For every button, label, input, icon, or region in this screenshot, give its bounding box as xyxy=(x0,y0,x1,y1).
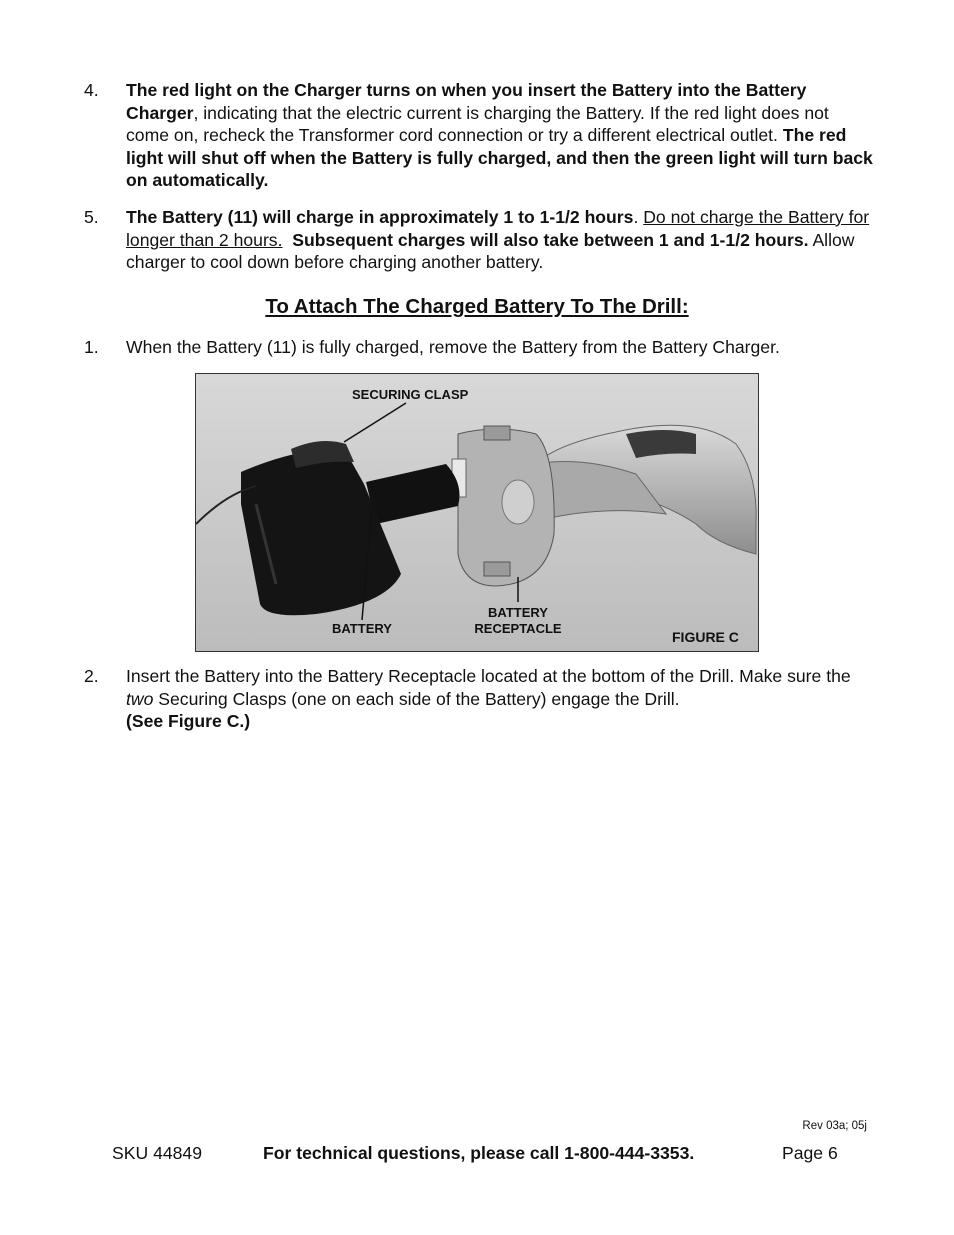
step-italic: two xyxy=(126,688,154,709)
step-separator: . xyxy=(633,207,644,227)
step-bold-tail: The red light will shut off when the Battery is fully charged, and then the green light will turn back on automatically. xyxy=(126,125,873,191)
step-text xyxy=(126,665,874,733)
step-body-a: Insert the Battery into the Battery Receptacle located at the bottom of the Drill. Make sure the xyxy=(126,666,851,686)
footer-page-number: Page 6 xyxy=(782,1143,838,1163)
step-bold-lead: The Battery (11) will charge in approximately 1 to 1-1/2 hours xyxy=(126,207,634,227)
step-number: 5. xyxy=(84,207,99,227)
label-receptacle-line1: BATTERY xyxy=(488,605,548,620)
attach-step-1 xyxy=(84,336,874,359)
step-body: , indicating that the electric current is charging the Battery. If the red light does not come on, recheck the Transformer cord connection or try a different electrical outlet. xyxy=(126,102,829,146)
label-securing-clasp: SECURING CLASP xyxy=(352,387,469,402)
label-battery-receptacle xyxy=(466,605,570,637)
figure-caption: FIGURE C xyxy=(672,629,739,645)
revision-code: Rev 03a; 05j xyxy=(802,1120,867,1132)
step-bold-lead: The red light on the Charger turns on when you insert the Battery into the Battery Charger xyxy=(126,80,807,123)
step-text xyxy=(126,206,874,274)
step-number: 1. xyxy=(84,337,99,357)
footer-tech-line: For technical questions, please call 1-800-444-3353. xyxy=(263,1143,695,1163)
step-5 xyxy=(84,206,874,274)
step-4 xyxy=(84,79,874,192)
footer-sku: SKU 44849 xyxy=(112,1143,202,1163)
label-battery: BATTERY xyxy=(332,621,392,636)
step-text: When the Battery (11) is fully charged, remove the Battery from the Battery Charger. xyxy=(126,337,780,357)
label-receptacle-line2: RECEPTACLE xyxy=(474,621,562,636)
step-figure-ref: (See Figure C.) xyxy=(126,711,251,732)
step-body: Allow charger to cool down before charging another battery. xyxy=(126,229,855,273)
section-heading: To Attach The Charged Battery To The Drill: xyxy=(265,295,689,318)
step-text xyxy=(126,79,874,192)
figure-c xyxy=(195,373,759,652)
step-number: 4. xyxy=(84,80,99,100)
step-underlined: Do not charge the Battery for longer than 2 hours. xyxy=(126,207,870,250)
step-number: 2. xyxy=(84,666,99,686)
step-body-b: Securing Clasps (one on each side of the Battery) engage the Drill. xyxy=(153,688,680,709)
step-bold-mid: Subsequent charges will also take between 1 and 1-1/2 hours. xyxy=(292,229,809,250)
attach-step-2 xyxy=(84,665,874,733)
